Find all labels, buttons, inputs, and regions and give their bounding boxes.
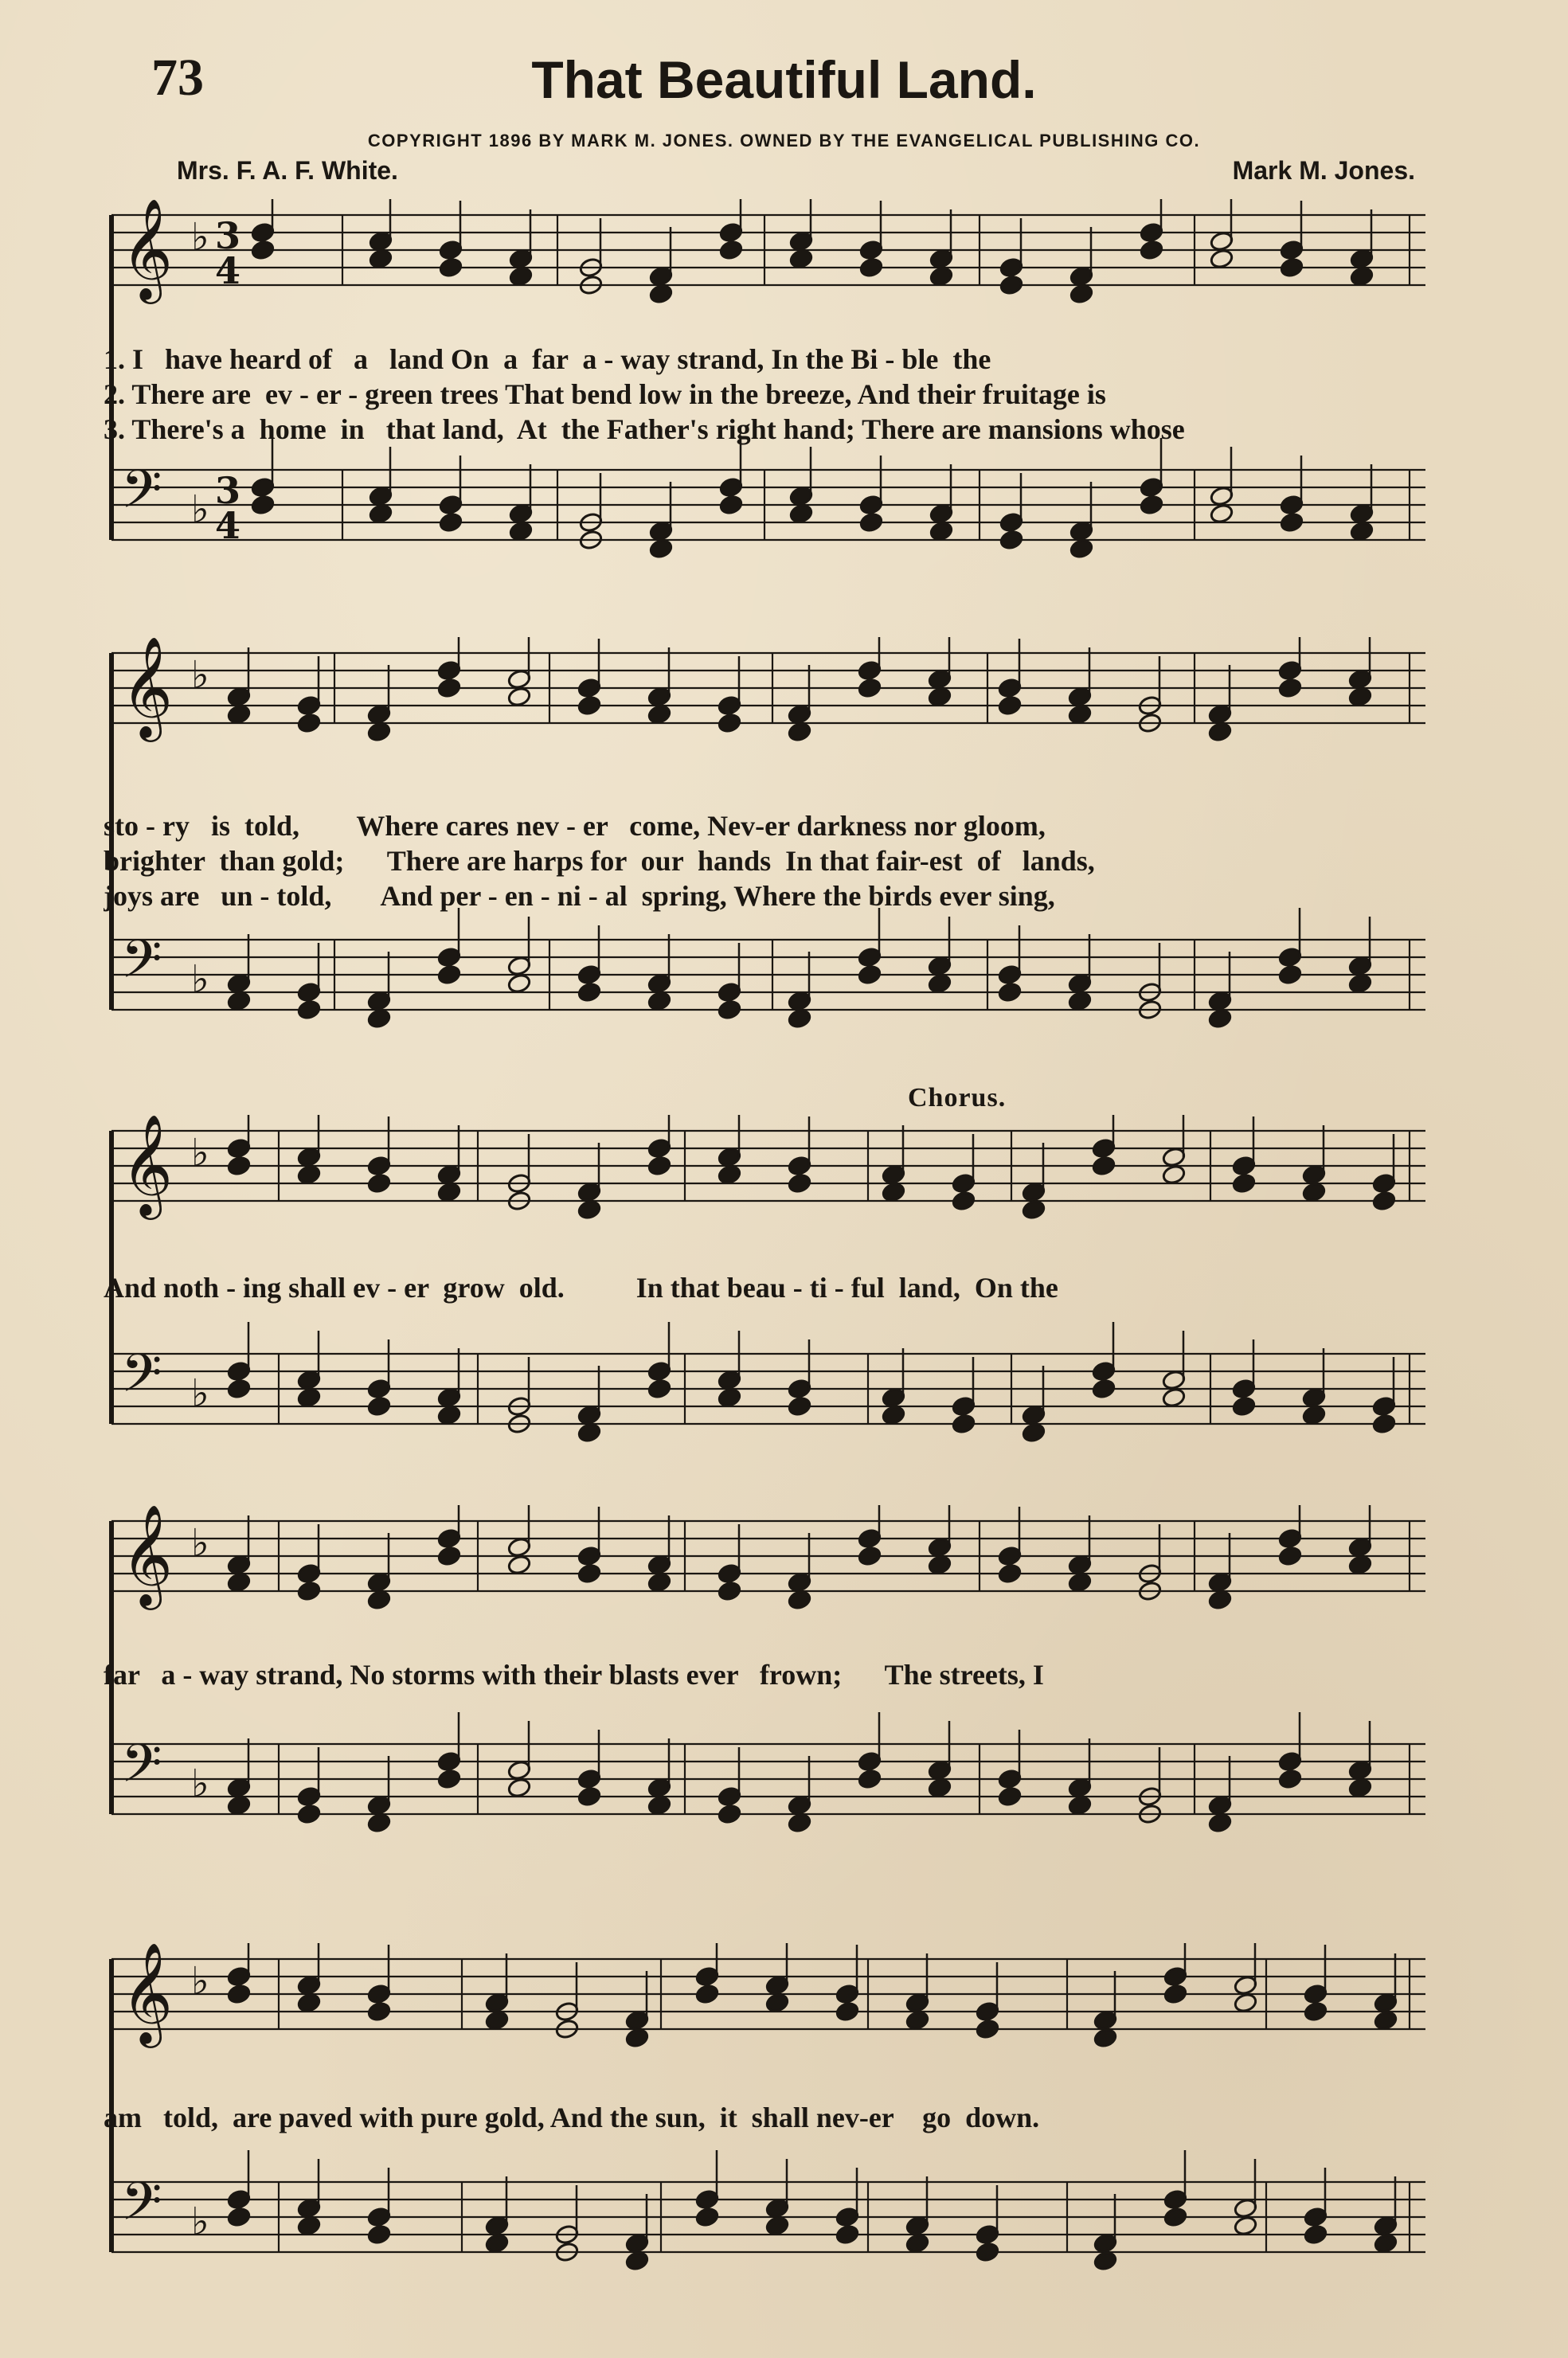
flat-icon: ♭ xyxy=(191,653,209,698)
note-head xyxy=(1350,266,1374,287)
music-system-2 xyxy=(104,637,1425,1051)
note-head xyxy=(1163,1984,1188,2005)
note-head xyxy=(929,266,954,287)
note-head xyxy=(835,2224,860,2246)
hymn-title: That Beautiful Land. xyxy=(531,50,1037,109)
note-head xyxy=(367,1396,392,1418)
note-head xyxy=(1208,1008,1233,1030)
time-signature-top: 3 xyxy=(215,469,241,512)
note-head xyxy=(998,1786,1023,1808)
lyric-verse-1: sto - ry is told, Where cares nev - er come, Nev-er darkness nor gloom, xyxy=(104,810,1046,842)
note-head xyxy=(649,284,674,305)
note-head xyxy=(227,1378,252,1400)
note-head xyxy=(367,1590,392,1611)
note-head xyxy=(227,2207,252,2228)
note-head xyxy=(367,2224,392,2246)
note-head xyxy=(1302,1182,1327,1203)
flat-icon: ♭ xyxy=(191,215,209,260)
lyric-chorus: And noth - ing shall ev - er grow old. In that beau - ti - ful land, On the xyxy=(104,1272,1058,1304)
note-head xyxy=(227,1156,252,1177)
note-head xyxy=(858,1546,882,1567)
bass-staff xyxy=(111,1322,1425,1443)
note-head xyxy=(437,1405,462,1426)
note-head xyxy=(1162,1387,1187,1409)
copyright-notice: COPYRIGHT 1896 BY MARK M. JONES. OWNED BY THE EVANGELICAL PUBLISHING CO. xyxy=(367,131,1201,151)
note-head xyxy=(928,1777,952,1799)
note-head xyxy=(718,1581,742,1602)
note-head xyxy=(507,1554,532,1576)
flat-icon: ♭ xyxy=(191,1521,209,1566)
note-head xyxy=(788,1590,812,1611)
note-head xyxy=(1208,1590,1233,1611)
note-head xyxy=(718,1387,742,1409)
note-head xyxy=(928,973,952,995)
note-head xyxy=(1068,991,1093,1012)
note-head xyxy=(788,1396,812,1418)
chorus-label: Chorus. xyxy=(908,1083,1007,1113)
note-head xyxy=(297,1992,322,2014)
note-head xyxy=(227,1795,252,1816)
note-head xyxy=(1374,2233,1398,2254)
note-head xyxy=(625,2250,650,2272)
treble-staff xyxy=(111,199,1425,304)
time-signature-bottom: 4 xyxy=(215,249,241,292)
bass-clef-icon: 𝄢 xyxy=(121,459,162,533)
music-system-1 xyxy=(104,199,1425,581)
note-head xyxy=(297,1581,322,1602)
note-head xyxy=(485,2010,510,2031)
flat-icon: ♭ xyxy=(191,2200,209,2244)
note-head xyxy=(1278,1546,1303,1567)
note-head xyxy=(577,1199,602,1221)
note-head xyxy=(905,2233,930,2254)
note-head xyxy=(509,266,534,287)
treble-staff xyxy=(111,1943,1425,2048)
note-head xyxy=(437,964,462,986)
treble-clef-icon: 𝄞 xyxy=(121,199,174,299)
note-head xyxy=(788,1173,812,1195)
note-head xyxy=(297,1804,322,1825)
note-head xyxy=(1278,678,1303,699)
note-head xyxy=(789,248,814,270)
note-head xyxy=(577,695,602,717)
note-head xyxy=(647,1378,672,1400)
note-head xyxy=(999,275,1024,296)
note-head xyxy=(998,1563,1023,1585)
note-head xyxy=(297,1387,322,1409)
note-head xyxy=(1280,512,1304,534)
note-head xyxy=(1232,1396,1257,1418)
music-system-3 xyxy=(104,1115,1425,1465)
note-head xyxy=(297,2215,322,2237)
note-head xyxy=(227,704,252,725)
note-head xyxy=(952,1191,976,1212)
note-head xyxy=(718,1164,742,1186)
note-head xyxy=(858,964,882,986)
lyric-chorus: far a - way strand, No storms with their blasts ever frown; The streets, I xyxy=(104,1659,1044,1691)
note-head xyxy=(718,999,742,1021)
bass-clef-icon: 𝄢 xyxy=(121,2171,162,2245)
note-head xyxy=(1348,1777,1373,1799)
note-head xyxy=(1022,1422,1046,1444)
treble-clef-icon: 𝄞 xyxy=(121,1943,174,2043)
note-head xyxy=(227,991,252,1012)
composer-credit: Mark M. Jones. xyxy=(1232,156,1415,185)
note-head xyxy=(695,1984,720,2005)
note-head xyxy=(718,1804,742,1825)
note-head xyxy=(1069,538,1094,560)
note-head xyxy=(485,2233,510,2254)
note-head xyxy=(765,2215,790,2237)
lyricist-credit: Mrs. F. A. F. White. xyxy=(177,156,398,185)
bass-staff xyxy=(111,1712,1425,1833)
note-head xyxy=(367,1812,392,1834)
note-head xyxy=(1208,1812,1233,1834)
note-head xyxy=(928,686,952,708)
note-head xyxy=(1304,2001,1328,2023)
hymn-number: 73 xyxy=(151,49,204,107)
time-signature-top: 3 xyxy=(215,214,241,257)
treble-staff xyxy=(111,1505,1425,1610)
note-head xyxy=(227,1984,252,2005)
note-head xyxy=(952,1414,976,1435)
treble-clef-icon: 𝄞 xyxy=(121,1115,174,1215)
bass-staff xyxy=(111,2150,1425,2271)
note-head xyxy=(297,713,322,734)
note-head xyxy=(1350,521,1374,542)
note-head xyxy=(507,686,532,708)
lyric-verse-2: 2. There are ev - er - green trees That bend low in the breeze, And their fruitage is xyxy=(104,378,1106,410)
note-head xyxy=(367,721,392,743)
note-head xyxy=(765,1992,790,2014)
note-head xyxy=(507,973,532,995)
note-head xyxy=(1348,686,1373,708)
note-head xyxy=(929,521,954,542)
note-head xyxy=(1140,495,1164,516)
note-head xyxy=(1278,1769,1303,1790)
bass-clef-icon: 𝄢 xyxy=(121,1733,162,1807)
note-head xyxy=(1093,2028,1118,2049)
note-head xyxy=(439,257,463,279)
note-head xyxy=(251,495,276,516)
note-head xyxy=(577,1786,602,1808)
note-head xyxy=(976,2019,1000,2040)
note-head xyxy=(577,982,602,1003)
note-head xyxy=(905,2010,930,2031)
lyric-verse-2: brighter than gold; There are harps for our hands In that fair-est of lands, xyxy=(104,845,1095,877)
bass-clef-icon: 𝄢 xyxy=(121,1343,162,1417)
note-head xyxy=(788,1008,812,1030)
note-head xyxy=(1348,973,1373,995)
note-head xyxy=(788,1812,812,1834)
note-head xyxy=(367,1173,392,1195)
flat-icon: ♭ xyxy=(191,1371,209,1416)
lyric-verse-1: 1. I have heard of a land On a far a - way strand, In the Bi - ble the xyxy=(104,343,991,375)
note-head xyxy=(882,1405,906,1426)
note-head xyxy=(1068,1572,1093,1594)
note-head xyxy=(1234,1992,1258,2014)
note-head xyxy=(297,1164,322,1186)
note-head xyxy=(998,695,1023,717)
note-head xyxy=(882,1182,906,1203)
note-head xyxy=(1372,1414,1397,1435)
lyric-verse-3: 3. There's a home in that land, At the Father's right hand; There are mansions whose xyxy=(104,413,1185,445)
flat-icon: ♭ xyxy=(191,1959,209,2004)
note-head xyxy=(1140,240,1164,261)
note-head xyxy=(999,530,1024,551)
note-head xyxy=(976,2242,1000,2263)
note-head xyxy=(1208,721,1233,743)
bass-staff xyxy=(111,438,1425,559)
treble-staff xyxy=(111,637,1425,742)
note-head xyxy=(718,713,742,734)
note-head xyxy=(1372,1191,1397,1212)
note-head xyxy=(251,240,276,261)
lyric-verse-3: joys are un - told, And per - en - ni - al spring, Where the birds ever sing, xyxy=(104,880,1055,912)
note-head xyxy=(437,678,462,699)
note-head xyxy=(439,512,463,534)
note-head xyxy=(1234,2215,1258,2237)
music-system-4 xyxy=(104,1505,1425,1856)
note-head xyxy=(719,495,744,516)
note-head xyxy=(647,1795,672,1816)
note-head xyxy=(1163,2207,1188,2228)
note-head xyxy=(437,1546,462,1567)
note-head xyxy=(509,521,534,542)
note-head xyxy=(789,503,814,525)
flat-icon: ♭ xyxy=(191,1131,209,1175)
note-head xyxy=(1304,2224,1328,2246)
note-head xyxy=(297,999,322,1021)
note-head xyxy=(1278,964,1303,986)
flat-icon: ♭ xyxy=(191,1762,209,1806)
note-head xyxy=(1302,1405,1327,1426)
music-system-5 xyxy=(104,1943,1425,2293)
note-head xyxy=(1068,1795,1093,1816)
note-head xyxy=(507,1777,532,1799)
note-head xyxy=(859,257,884,279)
treble-clef-icon: 𝄞 xyxy=(121,1505,174,1605)
note-head xyxy=(695,2207,720,2228)
note-head xyxy=(1092,1156,1116,1177)
note-head xyxy=(1210,503,1234,525)
note-head xyxy=(227,1572,252,1594)
note-head xyxy=(369,248,393,270)
bass-staff xyxy=(111,908,1425,1029)
flat-icon: ♭ xyxy=(191,957,209,1002)
note-head xyxy=(719,240,744,261)
flat-icon: ♭ xyxy=(191,487,209,532)
note-head xyxy=(437,1182,462,1203)
treble-clef-icon: 𝄞 xyxy=(121,637,174,737)
note-head xyxy=(835,2001,860,2023)
note-head xyxy=(1068,704,1093,725)
note-head xyxy=(625,2028,650,2049)
note-head xyxy=(1093,2250,1118,2272)
note-head xyxy=(858,1769,882,1790)
lyric-chorus: am told, are paved with pure gold, And the sun, it shall nev-er go down. xyxy=(104,2102,1040,2133)
note-head xyxy=(1280,257,1304,279)
note-head xyxy=(1210,248,1234,270)
note-head xyxy=(1069,284,1094,305)
note-head xyxy=(577,1563,602,1585)
note-head xyxy=(1092,1378,1116,1400)
note-head xyxy=(647,1572,672,1594)
treble-staff xyxy=(111,1115,1425,1220)
note-head xyxy=(437,1769,462,1790)
note-head xyxy=(928,1554,952,1576)
note-head xyxy=(859,512,884,534)
note-head xyxy=(1348,1554,1373,1576)
note-head xyxy=(788,721,812,743)
note-head xyxy=(369,503,393,525)
note-head xyxy=(1232,1173,1257,1195)
note-head xyxy=(1374,2010,1398,2031)
note-head xyxy=(367,1008,392,1030)
note-head xyxy=(1022,1199,1046,1221)
note-head xyxy=(577,1422,602,1444)
time-signature-bottom: 4 xyxy=(215,504,241,547)
note-head xyxy=(1162,1164,1187,1186)
note-head xyxy=(649,538,674,560)
note-head xyxy=(998,982,1023,1003)
note-head xyxy=(647,991,672,1012)
note-head xyxy=(647,704,672,725)
note-head xyxy=(367,2001,392,2023)
bass-clef-icon: 𝄢 xyxy=(121,929,162,1003)
note-head xyxy=(647,1156,672,1177)
note-head xyxy=(858,678,882,699)
